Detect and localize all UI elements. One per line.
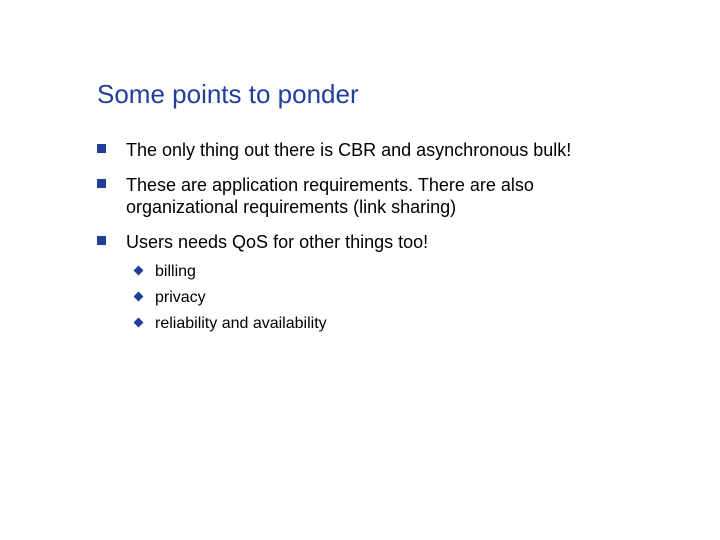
sub-bullet-text: privacy xyxy=(155,289,206,306)
sub-bullet-text: reliability and availability xyxy=(155,315,327,332)
sub-bullet-text: billing xyxy=(155,263,196,280)
square-bullet-icon xyxy=(97,144,106,153)
slide-title: Some points to ponder xyxy=(97,79,359,109)
bullet-text: These are application requirements. There are also organizational requirements (link sharing) xyxy=(126,175,534,217)
square-bullet-icon xyxy=(97,179,106,188)
bullet-text: The only thing out there is CBR and asynchronous bulk! xyxy=(126,140,572,160)
bullet-text: Users needs QoS for other things too! xyxy=(126,232,429,252)
square-bullet-icon xyxy=(97,236,106,245)
